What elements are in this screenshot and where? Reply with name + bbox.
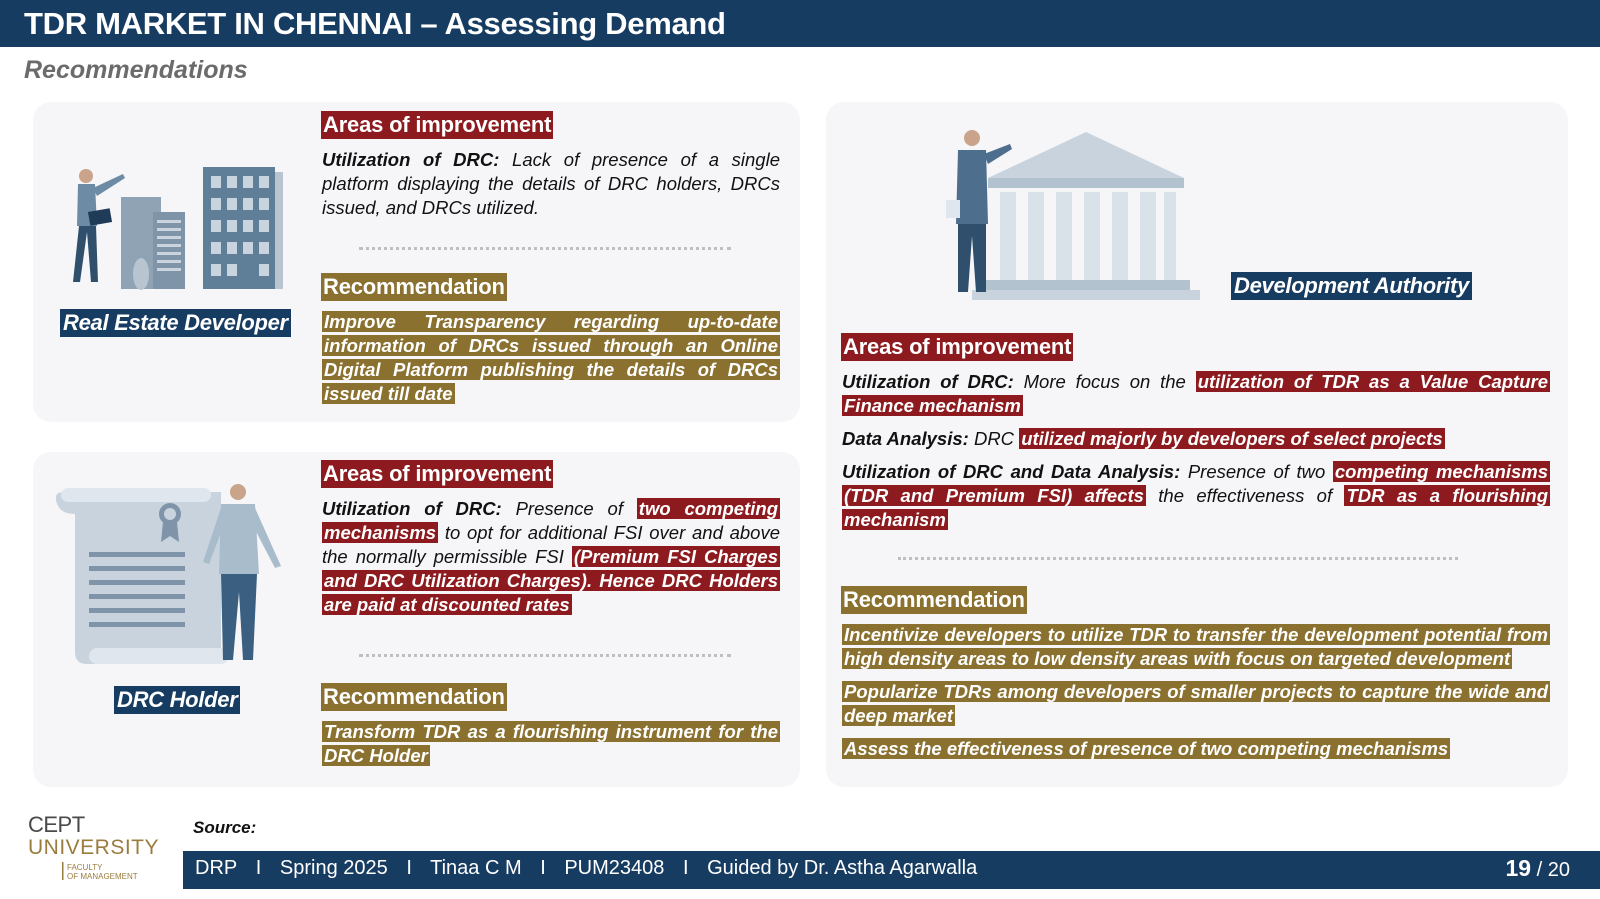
- panel-real-estate-developer: [33, 102, 800, 422]
- areas-of-improvement-heading: Areas of improvement: [843, 334, 1072, 359]
- development-authority-illustration: [936, 126, 1206, 306]
- recommendation-text: [322, 720, 780, 768]
- areas-label: Utilization of DRC:: [322, 498, 502, 519]
- page-title: TDR MARKET IN CHENNAI – Assessing Demand: [24, 6, 726, 41]
- footer-student-id: PUM23408: [564, 857, 665, 879]
- source-label: Source:: [193, 818, 257, 837]
- area-item-3-highlight-2: TDR as a flourishing mechanism: [844, 485, 1548, 530]
- page-current: 19: [1505, 855, 1532, 881]
- recommendation-heading: Recommendation: [323, 274, 505, 299]
- area-item-3-text-1: Presence of two: [1187, 461, 1326, 482]
- page-subtitle: Recommendations: [24, 56, 248, 84]
- recommendation-highlight: Improve Transparency regarding up-to-date information of DRCs issued through an Online Digital Platform publishing the details of DRCs issued till date: [324, 311, 778, 404]
- area-item-3-text-2: the effectiveness of: [1158, 485, 1333, 506]
- area-item-3-label: Utilization of DRC and Data Analysis:: [842, 461, 1181, 482]
- areas-of-improvement-text: [322, 497, 780, 617]
- footer-author: Tinaa C M: [430, 857, 522, 879]
- recommendation-item-1-highlight: Incentivize developers to utilize TDR to transfer the development potential from high density areas to low density areas with focus on targeted development: [844, 624, 1548, 669]
- page-separator: /: [1536, 859, 1543, 881]
- areas-of-improvement-text: [322, 148, 780, 220]
- recommendation-text: [322, 310, 780, 406]
- recommendation-highlight: Transform TDR as a flourishing instrument for the DRC Holder: [324, 721, 778, 766]
- areas-highlight-2: (Premium FSI Charges and DRC Utilization Charges). Hence DRC Holders are paid at discounted rates: [324, 546, 778, 615]
- footer-separator: I: [255, 857, 262, 879]
- footer-separator: I: [406, 857, 412, 879]
- logo-line-4: OF MANAGEMENT: [67, 872, 138, 881]
- logo-line-1: CEPT: [28, 812, 85, 837]
- real-estate-developer-illustration: [53, 162, 293, 292]
- page-total: 20: [1547, 859, 1570, 881]
- area-item-2-highlight: utilized majorly by developers of select projects: [1021, 428, 1443, 449]
- footer-term: Spring 2025: [279, 857, 388, 879]
- recommendation-heading: Recommendation: [323, 684, 505, 709]
- panel-development-authority: [826, 102, 1568, 787]
- role-label-development-authority: Development Authority: [1231, 272, 1472, 300]
- area-item-2: [842, 427, 1550, 451]
- recommendation-item-2: [842, 680, 1550, 728]
- recommendation-heading: Recommendation: [843, 587, 1025, 612]
- area-item-1-text: More focus on the: [1023, 371, 1186, 392]
- footer-separator: I: [540, 857, 546, 879]
- area-item-1-highlight: utilization of TDR as a Value Capture Finance mechanism: [844, 371, 1549, 416]
- recommendation-item-3: [842, 737, 1550, 761]
- area-item-1-label: Utilization of DRC:: [842, 371, 1014, 392]
- areas-detail: Lack of presence of a single platform displaying the details of DRC holders, DRCs issued, and DRCs utilized.: [322, 149, 780, 218]
- area-item-2-text: DRC: [973, 428, 1015, 449]
- area-item-2-label: Data Analysis:: [842, 428, 969, 449]
- footer-bar: [183, 851, 1600, 889]
- logo-line-3: FACULTY: [67, 863, 103, 872]
- areas-detail-2: to opt for additional FSI over and above the normally permissible FSI: [322, 522, 780, 567]
- area-item-3-highlight-1: competing mechanisms (TDR and Premium FSI) affects: [844, 461, 1549, 506]
- areas-highlight-1: two competing mechanisms: [324, 498, 778, 543]
- divider: [359, 247, 731, 250]
- role-label-drc-holder: DRC Holder: [114, 686, 240, 714]
- footer-separator: I: [682, 857, 689, 879]
- areas-of-improvement-heading: Areas of improvement: [323, 461, 552, 486]
- divider: [359, 654, 731, 657]
- footer-guide: Guided by Dr. Astha Agarwalla: [707, 857, 978, 879]
- area-item-3: [842, 460, 1550, 532]
- recommendation-item-1: [842, 623, 1550, 671]
- title-bar: [0, 0, 1600, 47]
- areas-label: Utilization of DRC:: [322, 149, 500, 170]
- panel-drc-holder: [33, 452, 800, 787]
- role-label-real-estate-developer: Real Estate Developer: [60, 309, 291, 337]
- areas-of-improvement-heading: Areas of improvement: [323, 112, 552, 137]
- recommendation-item-2-highlight: Popularize TDRs among developers of smaller projects to capture the wide and deep market: [844, 681, 1548, 726]
- areas-detail-1: Presence of: [515, 498, 623, 519]
- cept-university-logo: [28, 812, 168, 884]
- area-item-1: [842, 370, 1550, 418]
- footer-info: [195, 857, 990, 880]
- drc-holder-illustration: [53, 482, 303, 672]
- page-number: [1505, 855, 1570, 882]
- divider: [898, 557, 1458, 560]
- logo-line-2: UNIVERSITY: [28, 836, 160, 859]
- recommendation-item-3-highlight: Assess the effectiveness of presence of two competing mechanisms: [844, 738, 1449, 759]
- footer-course: DRP: [195, 857, 238, 879]
